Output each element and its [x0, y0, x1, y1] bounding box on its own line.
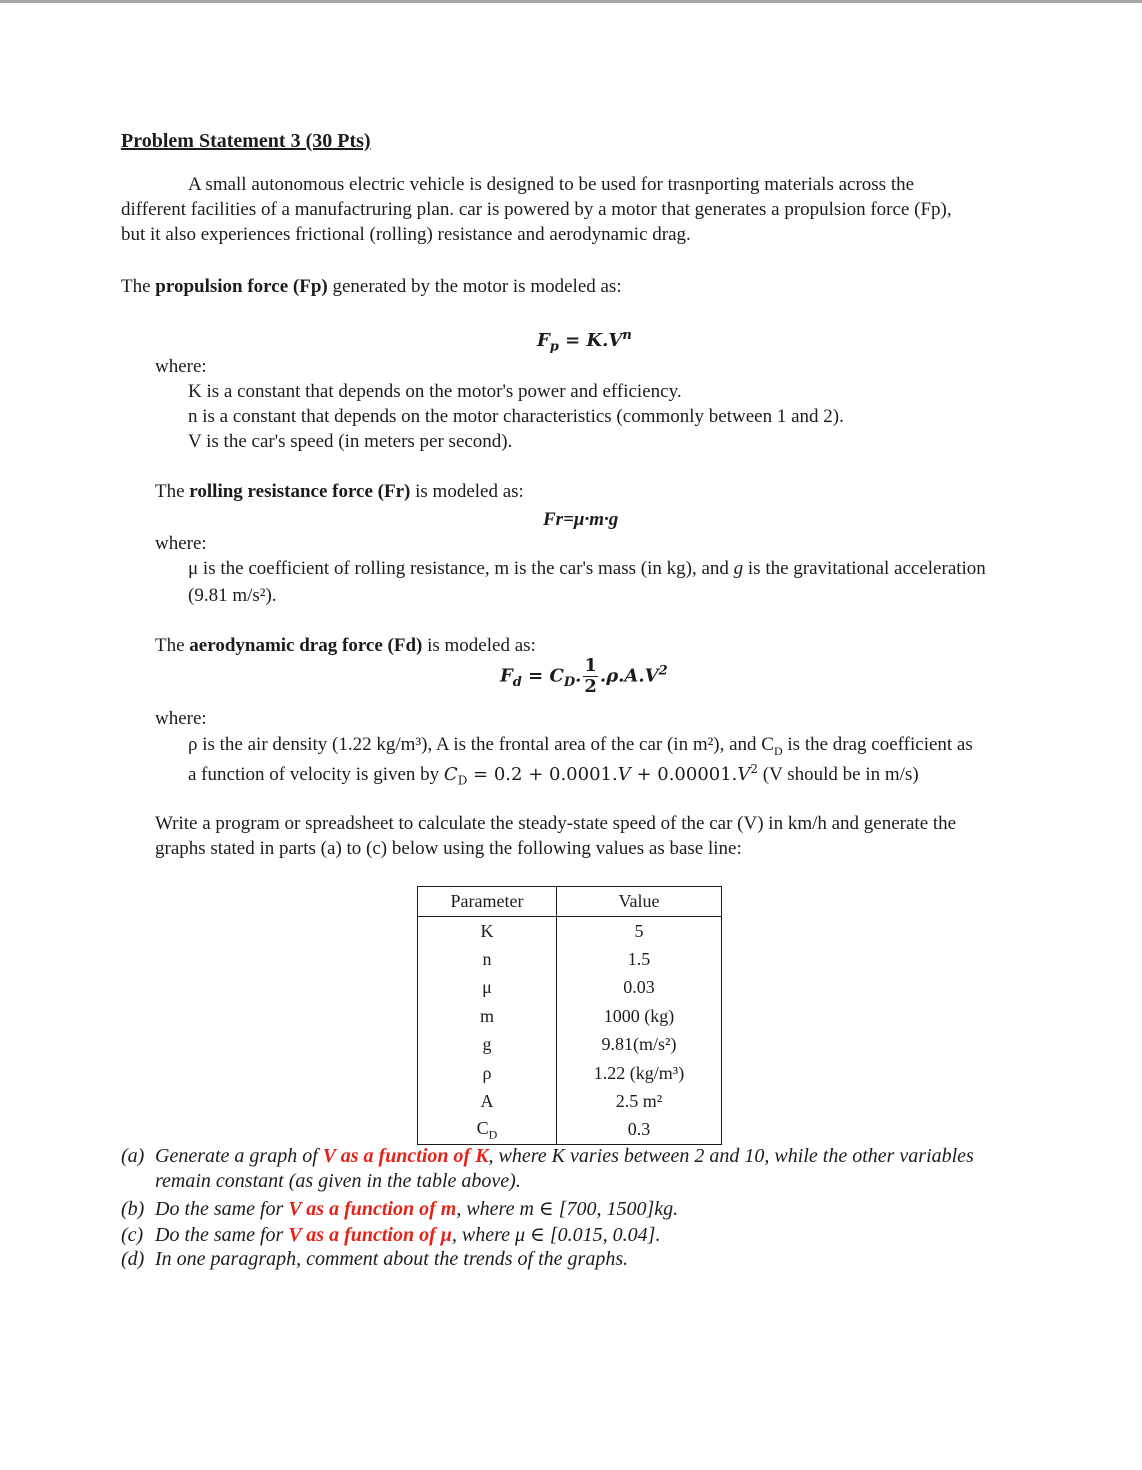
intro-line-3: but it also experiences frictional (rolling) resistance and aerodynamic drag.: [121, 224, 691, 245]
part-d: (d) In one paragraph, comment about the trends of the graphs.: [121, 1248, 629, 1270]
header-parameter: Parameter: [418, 887, 557, 917]
rolling-definition-2: (9.81 m/s²).: [188, 585, 277, 606]
task-line-2: graphs stated in parts (a) to (c) below using the following values as base line:: [155, 838, 742, 859]
k-definition: K is a constant that depends on the motor's power and efficiency.: [188, 381, 682, 402]
intro-line-2: different facilities of a manufactruring plan. car is powered by a motor that generates a propulsion force (Fp),: [121, 199, 952, 220]
rolling-term: rolling resistance force (Fr): [189, 481, 411, 502]
drag-definition-1: ρ is the air density (1.22 kg/m³), A is the frontal area of the car (in m²), and $C_D$ is the drag coefficient as: [188, 734, 973, 758]
task-line-1: Write a program or spreadsheet to calculate the steady-state speed of the car (V) in km/h and generate the: [155, 813, 957, 834]
drag-term: aerodynamic drag force (Fd): [189, 635, 423, 656]
rolling-definition-1: μ is the coefficient of rolling resistance, m is the car's mass (in kg), and g is the gravitational acceleration: [188, 558, 986, 579]
table-header-row: [418, 887, 722, 917]
table-row: m 1000 (kg): [418, 1002, 722, 1030]
parameter-table: [417, 886, 722, 1145]
propulsion-intro: The propulsion force (Fp) generated by the motor is modeled as:: [121, 276, 622, 297]
problem-title: Problem Statement 3 (30 Pts): [121, 130, 371, 152]
one-half-fraction: $\frac{1}{2}$: [584, 655, 597, 697]
part-c: (c) Do the same for V as a function of μ, where μ ∈ [0.015, 0.04].: [121, 1224, 661, 1246]
header-value: Value: [557, 887, 722, 917]
table-row: g 9.81(m/s²): [418, 1031, 722, 1059]
part-a: (a) Generate a graph of V as a function of K, where K varies between 2 and 10, while the other variables: [121, 1145, 974, 1167]
table-row: n 1.5: [418, 945, 722, 973]
top-border-line: [0, 0, 1142, 3]
table-row: A 2.5 m²: [418, 1087, 722, 1115]
part-b: (b) Do the same for V as a function of m, where m ∈ [700, 1500]kg.: [121, 1198, 679, 1220]
drag-intro: The aerodynamic drag force (Fd) is modeled as:: [155, 635, 536, 656]
drag-equation: $F_d = C_D$. $\frac{1}{2}$ $.\rho.A.V^2$: [500, 655, 668, 697]
rolling-where: where:: [155, 533, 207, 554]
propulsion-term: propulsion force (Fp): [155, 276, 328, 297]
propulsion-equation: $F_p = K.V^n$: [537, 328, 632, 355]
rolling-intro: The rolling resistance force (Fr) is modeled as:: [155, 481, 524, 502]
rolling-equation: Fr=μ·m·g: [543, 509, 619, 530]
part-a-line-2: remain constant (as given in the table above).: [155, 1170, 521, 1192]
table-row: μ 0.03: [418, 974, 722, 1002]
drag-definition-2: a function of velocity is given by $C_D = 0.2 + 0.0001.V + 0.00001.V^2$ (V should be in m/s): [188, 762, 919, 788]
v-definition: V is the car's speed (in meters per second).: [188, 431, 513, 452]
propulsion-where: where:: [155, 356, 207, 377]
intro-line-1: A small autonomous electric vehicle is designed to be used for trasnporting materials across the: [188, 174, 915, 195]
table-row: $C_D$ 0.3: [418, 1116, 722, 1145]
n-definition: n is a constant that depends on the motor characteristics (commonly between 1 and 2).: [188, 406, 844, 427]
table-row: ρ 1.22 (kg/m³): [418, 1059, 722, 1087]
drag-where: where:: [155, 708, 207, 729]
table-row: K 5: [418, 917, 722, 946]
